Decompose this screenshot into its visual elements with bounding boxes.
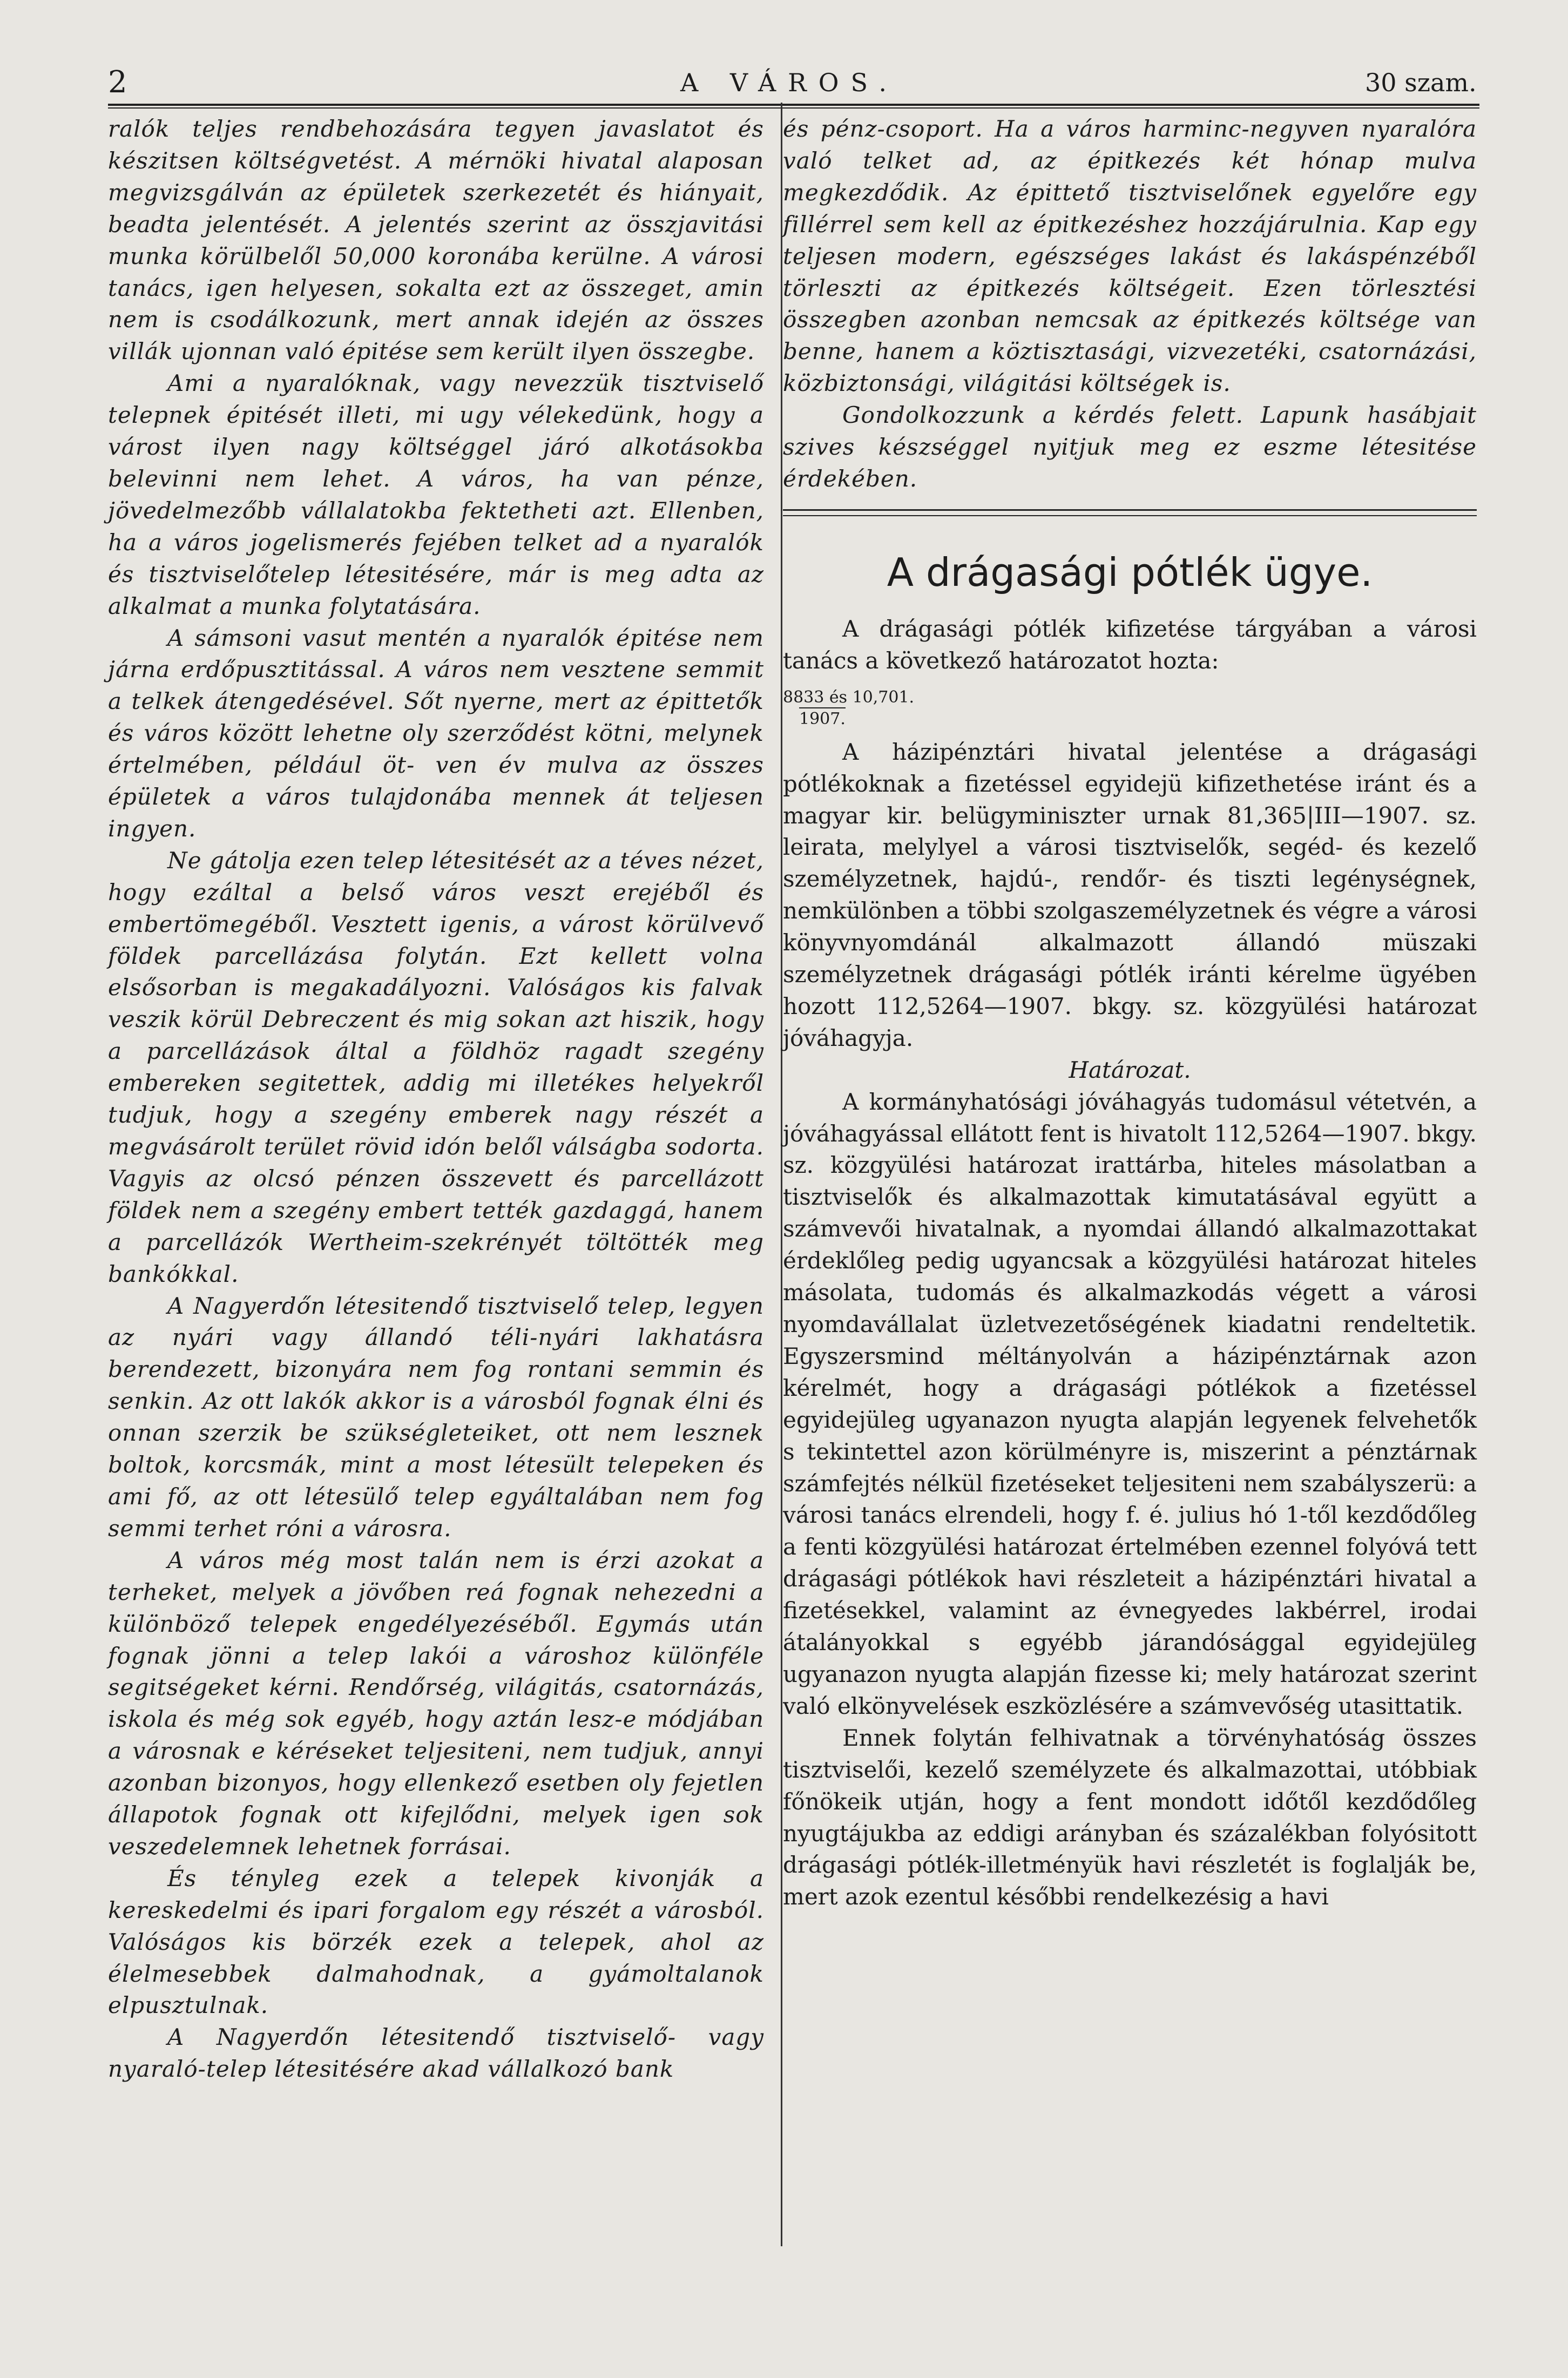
paragraph: Gondolkozzunk a kérdés felett. Lapunk hasábjait szives készséggel nyitjuk meg ez eszme létesitése érdekében. [783,402,1477,492]
paragraph: A Nagyerdőn létesitendő tisztviselő- vagy nyaraló-telep létesitésére akad vállalkozó bank [108,2024,764,2083]
reference-bottom: 1907. [799,707,846,729]
right-column [783,113,1477,1913]
paragraph: A kormányhatósági jóváhagyás tudomásul vétetvén, a jóváhagyással ellátott fent is hivatolt 112,5264—1907. bkgy. sz. közgyülési határozat irattárba, hiteles másolatban a tisztviselők és alkalmazottak kimutatásával együtt a számvevői hivatalnak, a nyomdai állandó alkalmazottakat érdeklőleg pedig ugyancsak a közgyülési határozat hiteles másolata, tudomás és alkalmazkodás végett a városi nyomdavállalat üzletvezetőségének kiadatni rendeltetik. Egyszersmind méltányolván a házipénztárnak azon kérelmét, hogy a drágasági pótlékok a fizetéssel egyidejüleg ugyanazon nyugta alapján legyenek felvehetők s tekintettel azon körülményre is, miszerint a pénztárnak számfejtés nélkül fizetéseket teljesiteni nem szabályszerü: a városi tanács elrendeli, hogy f. é. julius hó 1-től kezdődőleg a fenti közgyülési határozat értelmében ezennel folyóvá tett drágasági pótlékok havi részleteit a házipénztári hivatal a fizetésekkel, valamint az évnegyedes lakbérrel, irodai átalányokkal s egyébb járandósággal egyidejüleg ugyanazon nyugta alapján fizesse ki; mely határozat szerint való elkönyvelések eszközlésére a számvevőség utasittatik. [783,1088,1477,1719]
issue-number: 30 szam. [1365,68,1477,97]
article-separator [783,509,1477,511]
reference-top: 8833 és 10,701. [783,687,915,707]
article-separator-thin [783,515,1477,516]
header-rule [108,104,1479,106]
paragraph: Ami a nyaralóknak, vagy nevezzük tisztviselő telepnek épitését illeti, mi ugy vélekedünk, hogy a várost ilyen nagy költséggel járó alkotásokba belevinni nem lehet. A város, ha van pénze, jövedelmezőbb vállalatokba fektetheti azt. Ellenben, ha a város jogelismerés fejében telket ad a nyaralók és tisztviselőtelep létesitésére, már is meg adta az alkalmat a munka folytatására. [108,370,764,619]
page-number: 2 [108,65,127,100]
paragraph: Ennek folytán felhivatnak a törvényhatóság összes tisztviselői, kezelő személyzete és alkalmazottai, utóbbiak főnökeik utján, hogy a fent mondott időtől kezdődőleg nyugtájukba az eddigi arányban és százalékban folyósitott drágasági pótlék-illetményük havi részletét is foglalják be, mert azok ezentul későbbi rendelkezésig a havi [783,1724,1477,1910]
paragraph: A sámsoni vasut mentén a nyaralók épitése nem járna erdőpusztitással. A város nem vesztene semmit a telkek átengedésével. Sőt nyerne, mert az épittetők és város között lehetne oly szerződést kötni, melynek értelmében, például öt- ven év mulva az összes épületek a város tulajdonába mennek át teljesen ingyen. [108,624,764,842]
paragraph: A város még most talán nem is érzi azokat a terheket, melyek a jövőben reá fognak nehezedni a különböző telepek engedélyezéséből. Egymás után fognak jönni a telep lakói a városhoz különféle segitségeket kérni. Rendőrség, világitás, csatornázás, iskola és még sok egyéb, hogy aztán lesz-e módjában a városnak e kéréseket teljesiteni, nem tudjuk, annyi azonban bizonyos, hogy ellenkező esetben oly fejetlen állapotok fognak ott kifejlődni, melyek igen sok veszedelemnek lehetnek forrásai. [108,1546,764,1860]
paragraph: ralók teljes rendbehozására tegyen javaslatot és készitsen költségvetést. A mérnöki hivatal alaposan megvizsgálván az épületek szerkezetét és hiányait, beadta jelentését. A jelentés szerint az összjavitási munka körülbelől 50,000 koronába kerülne. A városi tanács, igen helyesen, sokalta ezt az összeget, amin nem is csodálkozunk, mert annak idején az összes villák ujonnan való épitése sem került ilyen összegbe. [108,116,764,365]
paragraph: és pénz-csoport. Ha a város harminc-negyven nyaralóra való telket ad, az épitkezés két hónap mulva megkezdődik. Az épittető tisztviselőnek egyelőre egy fillérrel sem kell az épitkezéshez hozzájárulnia. Kap egy teljesen modern, egészséges lakást és lakáspénzéből törleszti az épitkezés költségeit. Ezen törlesztési összegben azonban nemcsak az épitkezés költsége van benne, hanem a köztisztasági, vizvezetéki, csatornázási, közbiztonsági, világitási költségek is. [783,116,1477,397]
article-intro: A drágasági pótlék kifizetése tárgyában a városi tanács a következő határozatot hozta: [783,615,1477,674]
paragraph: A Nagyerdőn létesitendő tisztviselő telep, legyen az nyári vagy állandó téli-nyári lakhatásra berendezett, bizonyára nem fog rontani semmin és senkin. Az ott lakók akkor is a városból fognak élni és onnan szerzik be szükségleteiket, ott nem lesznek boltok, korcsmák, mint a most létesült telepeken és ami fő, az ott létesülő telep egyáltalában nem fog semmi terhet róni a városra. [108,1292,764,1542]
running-title: A VÁROS. [680,68,899,97]
paragraph: A házipénztári hivatal jelentése a drágasági pótlékoknak a fizetéssel egyidejü kifizethetése iránt és a magyar kir. belügyminiszter urnak 81,365|III—1907. sz. leirata, melylyel a városi tisztviselők, segéd- és kezelő személyzetnek, hajdú-, rendőr- és tiszti legénységnek, nemkülönben a többi szolgaszemélyzetnek és végre a városi könyvnyomdánál alkalmazott állandó müszaki személyzetnek drágasági pótlék iránti kérelme ügyében hozott 112,5264—1907. bkgy. sz. közgyülési határozat jóváhagyja. [783,738,1477,1051]
left-column [108,113,764,2085]
article-heading: A drágasági pótlék ügye. [887,549,1373,595]
subheading: Határozat. [1069,1056,1191,1083]
header-rule-thin [108,107,1479,109]
page-header [0,59,1568,103]
paragraph: És tényleg ezek a telepek kivonják a kereskedelmi és ipari forgalom egy részét a városból. Valóságos kis börzék ezek a telepek, ahol az élelmesebbek dalmahodnak, a gyámoltalanok elpusztulnak. [108,1864,764,2019]
reference-number [783,688,1477,729]
column-divider [781,103,782,2246]
paragraph: Ne gátolja ezen telep létesitését az a téves nézet, hogy ezáltal a belső város veszt erejéből és embertömegéből. Vesztett igenis, a várost körülvevő földek parcellázása folytán. Ezt kellett volna elsősorban is megakadályozni. Valóságos kis falvak veszik körül Debreczent és mig sokan azt hiszik, hogy a parcellázások által a földhöz ragadt szegény embereken segitettek, addig mi illetékes helyekről tudjuk, hogy a szegény emberek nagy részét a megvásárolt terület rövid idón belől válságba sodorta. Vagyis az olcsó pénzen összevett és parcellázott földek nem a szegény embert tették gazdaggá, hanem a parcellázók Wertheim-szekrényét töltötték meg bankókkal. [108,847,764,1287]
